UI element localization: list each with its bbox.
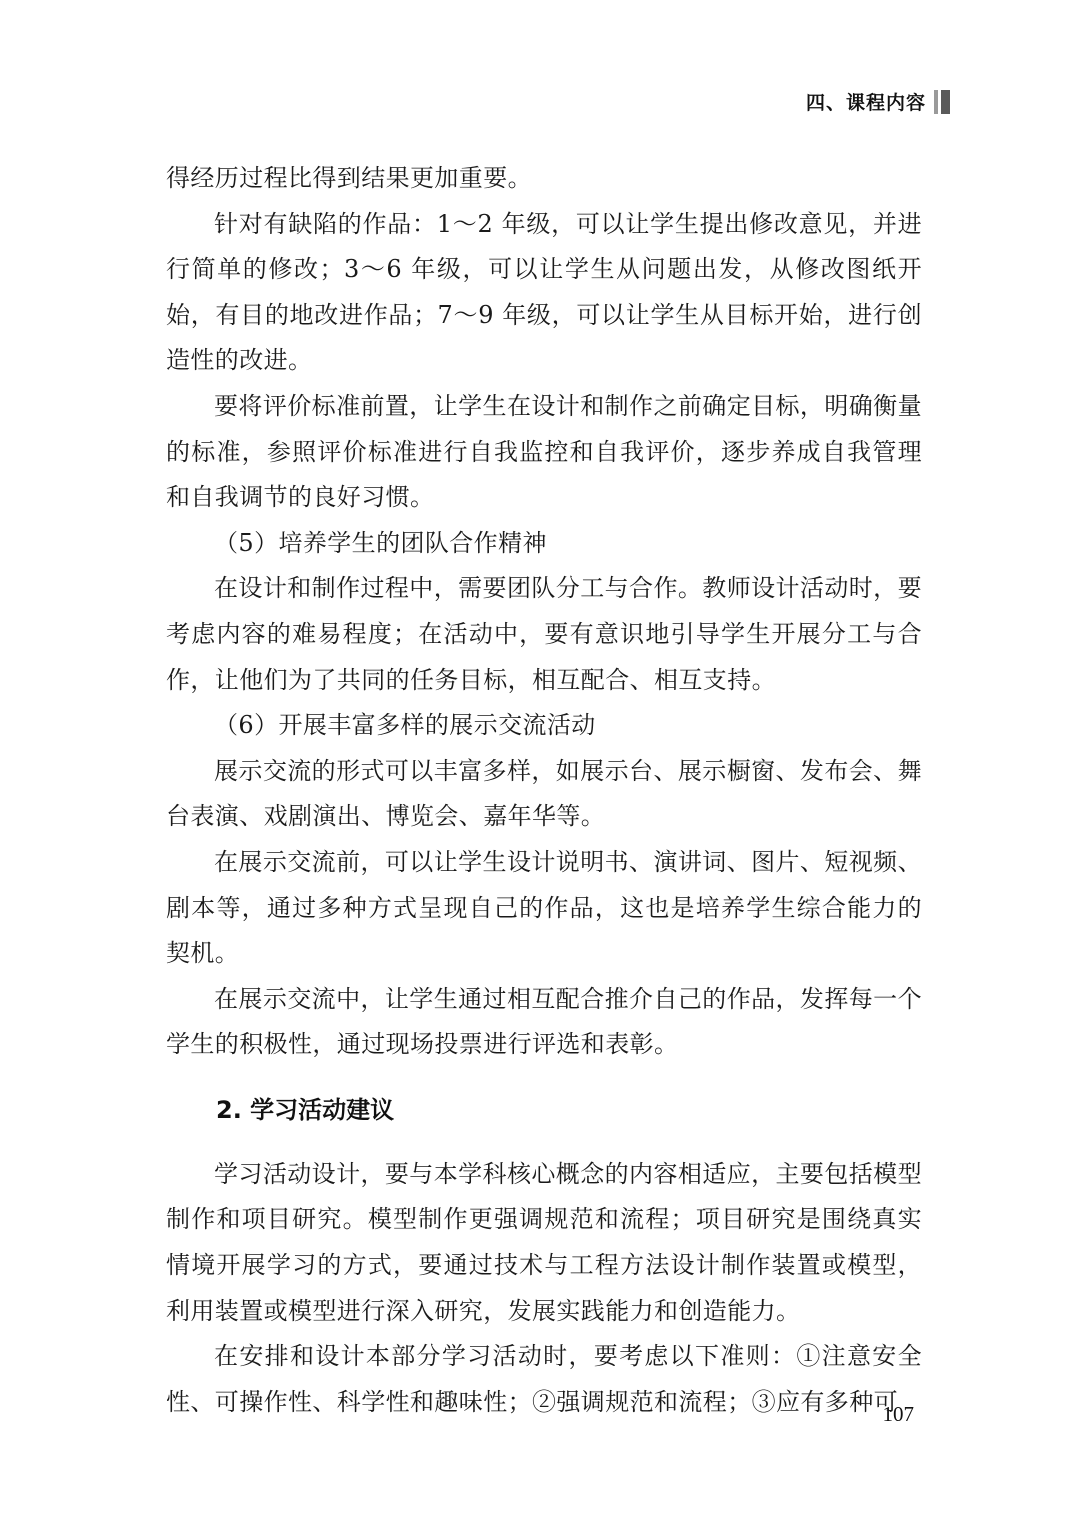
subsection-title: （5）培养学生的团队合作精神: [214, 528, 547, 557]
paragraph: 展示交流的形式可以丰富多样，如展示台、展示橱窗、发布会、舞台表演、戏剧演出、博览会、嘉年华等。: [166, 756, 922, 831]
paragraph: 针对有缺陷的作品：1～2 年级，可以让学生提出修改意见，并进行简单的修改；3～6 年级，可以让学生从问题出发，从修改图纸开始，有目的地改进作品；7～9 年级，可以让学生从目标开始，进行创造性的改进。: [166, 209, 922, 375]
chapter-title: 四、课程内容: [805, 92, 926, 114]
subsection-title: （6）开展丰富多样的展示交流活动: [214, 711, 596, 740]
page-number: 107: [882, 1402, 914, 1426]
paragraph: 在设计和制作过程中，需要团队分工与合作。教师设计活动时，要考虑内容的难易程度；在活动中，要有意识地引导学生开展分工与合作，让他们为了共同的任务目标，相互配合、相互支持。: [166, 574, 922, 694]
paragraph-continuation: 得经历过程比得到结果更加重要。: [166, 164, 532, 192]
paragraph: 在安排和设计本部分学习活动时，要考虑以下准则：①注意安全性、可操作性、科学性和趣味性；②强调规范和流程；③应有多种可: [166, 1342, 922, 1416]
section-heading: 2. 学习活动建议: [216, 1095, 395, 1124]
paragraph: 要将评价标准前置，让学生在设计和制作之前确定目标，明确衡量的标准，参照评价标准进行自我监控和自我评价，逐步养成自我管理和自我调节的良好习惯。: [166, 391, 922, 512]
header-bar-thick: [941, 90, 950, 114]
header-bar-marks: [934, 90, 950, 114]
running-header: [806, 88, 950, 115]
header-bar-thin: [934, 90, 938, 114]
page-body: [166, 156, 922, 1425]
paragraph: 在展示交流中，让学生通过相互配合推介自己的作品，发挥每一个学生的积极性，通过现场投票进行评选和表彰。: [166, 984, 922, 1059]
paragraph: 在展示交流前，可以让学生设计说明书、演讲词、图片、短视频、剧本等，通过多种方式呈现自己的作品，这也是培养学生综合能力的契机。: [166, 847, 922, 968]
paragraph: 学习活动设计，要与本学科核心概念的内容相适应，主要包括模型制作和项目研究。模型制作更强调规范和流程；项目研究是围绕真实情境开展学习的方式，要通过技术与工程方法设计制作装置或模型，利用装置或模型进行深入研究，发展实践能力和创造能力。: [166, 1159, 922, 1325]
